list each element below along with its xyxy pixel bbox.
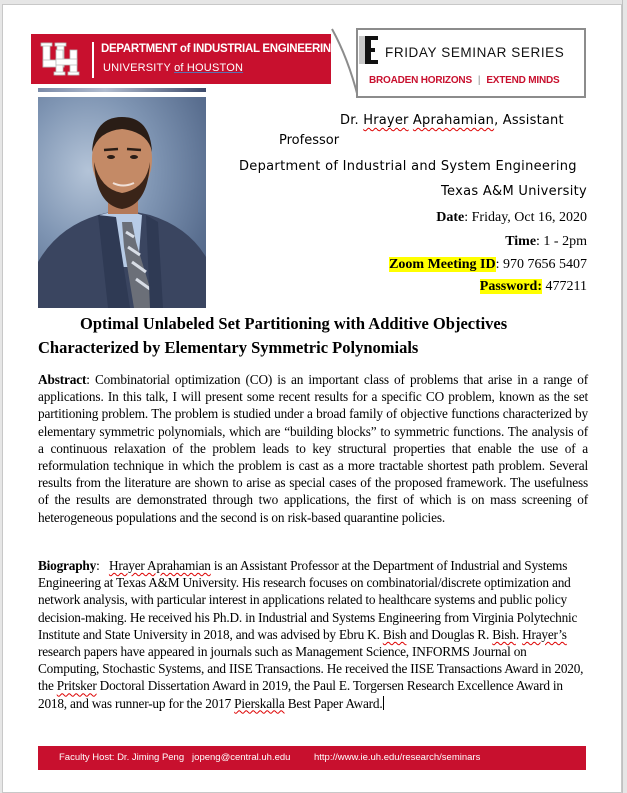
zoom-meeting-id	[389, 257, 587, 273]
speaker-prefix: Dr.	[340, 113, 359, 128]
date-value: : Friday, Oct 16, 2020	[464, 210, 587, 225]
bio-pierskalla: Pierskalla	[234, 695, 285, 711]
bio-bish1: Bish	[382, 626, 407, 642]
speaker-title-part1: , Assistant	[494, 113, 564, 128]
seminar-series-title: FRIDAY SEMINAR SERIES	[385, 45, 565, 60]
speaker-department: Department of Industrial and System Engineering	[239, 159, 577, 174]
faculty-host: Faculty Host: Dr. Jiming Peng jopeng@central.uh.edu	[59, 752, 291, 763]
university-title	[103, 62, 243, 74]
bio-pritsker: Pritsker	[56, 678, 97, 694]
university-suffix: of HOUSTON	[174, 62, 244, 74]
biography-label: Biography	[38, 558, 97, 573]
zoom-password	[480, 279, 587, 295]
password-value: 477211	[542, 279, 587, 294]
abstract-text: : Combinatorial optimization (CO) is an important class of problems that arise in a range of applications. In this talk, I will present some recent results for a specific CO problem, known as the set partitioning problem. The problem is studied under a broad family of objective functions characterized by elementary symmetric polynomials, which are “building blocks” to symmetric functions. The analysis of a continuous relaxation of the problem leads to key structural properties that enable the use of a reformulation technique in which the problem is cast as a more tractable shortest path problem. Several results from the literature are shown to arise as special cases of the proposed framework. The usefulness of the results are demonstrated through two applications, the first of which is on mass screening of heterogeneous populations and the second is on risk-based quarantine policies.	[38, 372, 588, 525]
banner-divider	[92, 42, 94, 78]
abstract-paragraph[interactable]	[38, 371, 588, 526]
time-value: : 1 - 2pm	[536, 234, 587, 249]
time-label: Time	[505, 234, 537, 249]
seminar-url[interactable]: http://www.ie.uh.edu/research/seminars	[314, 752, 481, 763]
event-date	[436, 210, 587, 226]
bio-hrayers: Hrayer’s	[522, 626, 567, 642]
speaker-first-name: Hrayer	[363, 113, 409, 128]
department-title: DEPARTMENT of INDUSTRIAL ENGINEERING	[101, 43, 340, 55]
speaker-portrait-image	[38, 97, 206, 308]
zoom-value: : 970 7656 5407	[495, 257, 587, 272]
speaker-university: Texas A&M University	[440, 184, 587, 199]
speaker-last-name: Aprahamian	[412, 113, 495, 128]
bio-part2: and Douglas R.	[406, 626, 493, 642]
date-label: Date	[436, 210, 465, 225]
talk-title	[38, 312, 598, 360]
uh-logo-icon	[40, 40, 84, 78]
seminar-series-box	[356, 28, 586, 98]
university-prefix: UNIVERSITY	[103, 62, 171, 74]
event-time	[505, 234, 587, 250]
header-underline-bar	[38, 88, 206, 92]
speaker-photo	[38, 97, 206, 308]
bio-bish2: Bish	[492, 626, 516, 642]
talk-title-line2: Characterized by Elementary Symmetric Polynomials	[38, 338, 419, 357]
seminar-tagline	[369, 75, 560, 86]
tagline-right: EXTEND MINDS	[486, 75, 560, 86]
zoom-label: Zoom Meeting ID	[389, 257, 496, 272]
bio-part6: Best Paper Award.	[284, 695, 383, 711]
uh-logo	[37, 38, 87, 80]
bio-part1: is an Assistant Professor at the Department of Industrial and Systems Engineering at Texas A&M University. His research focuses on combinatorial/discrete optimization and network analysis, with particular interest in applications related to healthcare systems and public policy decision-making. He received his Ph.D. in Industrial and Systems Engineering from Virginia Polytechnic Institute and State University in 2018, and was advised by Ebru K.	[38, 558, 578, 642]
password-label: Password:	[479, 279, 543, 294]
bio-part4: research papers have appeared in journals such as Management Science, INFORMS Journal on Computing, Stochastic Systems, and IISE Transactions. He received the IISE Transactions Award in 2020, the	[38, 644, 584, 694]
bio-name: Hrayer Aprahamian	[108, 558, 211, 573]
bio-part5: Doctoral Dissertation Award in 2019, the Paul E. Torgersen Research Excellence Award in 2018, and was runner-up for the 2017	[38, 678, 563, 711]
text-cursor	[383, 696, 384, 710]
tagline-separator: |	[477, 75, 481, 86]
vertical-scrollbar[interactable]	[622, 0, 627, 793]
biography-colon: :	[96, 558, 109, 573]
bio-part3: .	[515, 626, 523, 642]
speaker-title-part2: Professor	[279, 133, 340, 148]
tagline-left: BROADEN HORIZONS	[369, 75, 472, 86]
footer-bar	[38, 746, 586, 770]
abstract-label: Abstract	[38, 372, 87, 387]
speaker-name	[340, 113, 564, 128]
ie-logo-icon	[359, 36, 379, 64]
biography-paragraph[interactable]	[38, 557, 588, 712]
header-banner-wedge	[300, 34, 330, 84]
talk-title-line1: Optimal Unlabeled Set Partitioning with Additive Objectives	[80, 314, 508, 333]
